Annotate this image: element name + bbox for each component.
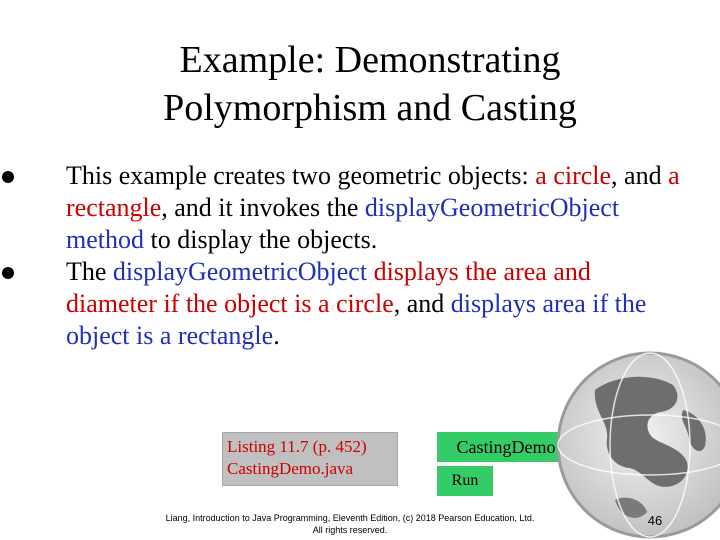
bullet-dot-icon	[2, 171, 14, 183]
bullet-1-seg-2: , and	[611, 161, 669, 190]
bullet-2-seg-0: The	[66, 257, 113, 286]
page-number: 46	[647, 513, 663, 528]
listing-link[interactable]	[222, 432, 398, 486]
bullet-1-seg-6: to display the objects.	[144, 225, 378, 254]
listing-line-1: Listing 11.7 (p. 452)	[227, 437, 367, 456]
run-button[interactable]: Run	[437, 466, 493, 496]
bullet-dot-icon	[2, 267, 14, 279]
bullet-item-1	[0, 160, 680, 256]
title-line-1: Example: Demonstrating	[179, 39, 561, 81]
bullet-2-seg-2: displays the area and diameter if the object is a circle	[66, 257, 591, 318]
footer-line-2: All rights reserved.	[312, 525, 388, 535]
bullet-1-seg-1: a circle	[535, 161, 612, 190]
footer-credit	[140, 512, 560, 536]
bullet-2-seg-3: , and	[393, 289, 451, 318]
footer-line-1: Liang, Introduction to Java Programming, Eleventh Edition, (c) 2018 Pearson Education, Ltd.	[165, 513, 535, 523]
globe-icon	[555, 350, 720, 540]
bullet-2-seg-1: displayGeometricObject	[112, 257, 368, 286]
bullet-item-2	[0, 256, 680, 352]
bullet-1-seg-5: displayGeometricObject method	[66, 193, 620, 254]
bullet-2-seg-5: .	[273, 321, 280, 350]
slide-title	[90, 36, 650, 132]
bullet-list	[0, 160, 680, 352]
listing-line-2: CastingDemo.java	[227, 459, 354, 478]
bullet-1-seg-3: a rectangle	[66, 161, 680, 222]
title-line-2: Polymorphism and Casting	[163, 87, 577, 129]
bullet-1-seg-4: , and it invokes the	[161, 193, 365, 222]
casting-demo-button[interactable]: CastingDemo	[437, 432, 575, 462]
bullet-1-seg-0: This example creates two geometric objects:	[66, 161, 536, 190]
bullet-2-seg-4: displays area if the object is a rectangle	[66, 289, 647, 350]
